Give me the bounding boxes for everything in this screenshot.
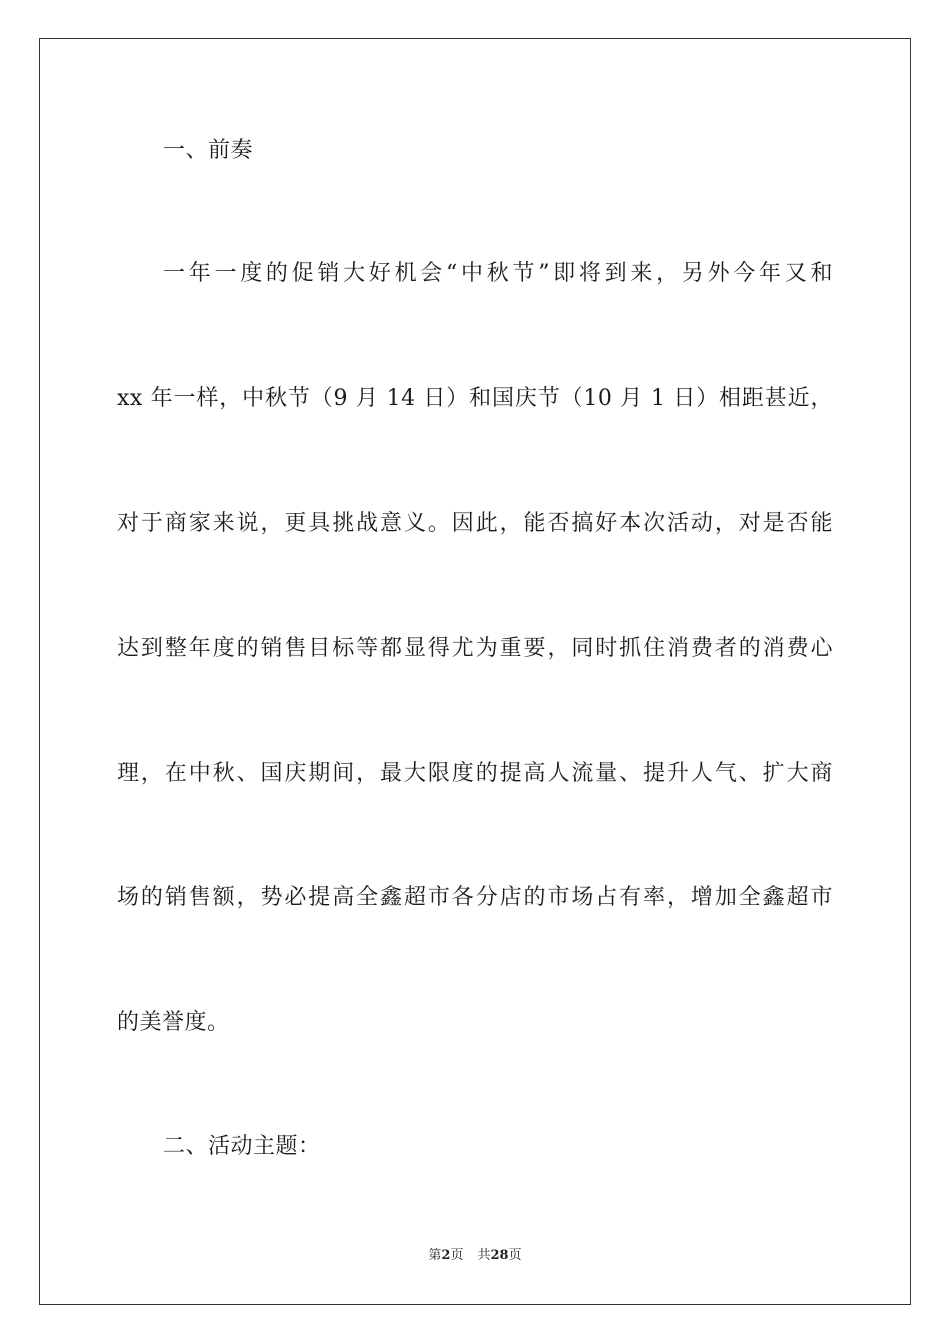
footer-page-suffix: 页 (450, 1248, 464, 1263)
footer-total-pages: 28 (490, 1248, 509, 1263)
paragraph-line: 场的销售额，势必提高全鑫超市各分店的市场占有率，增加全鑫超市 (117, 885, 833, 910)
paragraph-line: 的美誉度。 (117, 1010, 230, 1035)
footer-page-prefix: 第 (428, 1248, 442, 1263)
paragraph-line: 理，在中秋、国庆期间，最大限度的提高人流量、提升人气、扩大商 (117, 761, 833, 786)
section-heading-theme: 二、活动主题： (163, 1134, 321, 1159)
footer-total-suffix: 页 (508, 1248, 522, 1263)
paragraph-line: 一年一度的促销大好机会“中秋节”即将到来，另外今年又和 (163, 261, 833, 286)
paragraph-line: 对于商家来说，更具挑战意义。因此，能否搞好本次活动，对是否能 (117, 511, 833, 536)
page-footer (0, 1247, 950, 1265)
paragraph-line: 达到整年度的销售目标等都显得尤为重要，同时抓住消费者的消费心 (117, 636, 833, 661)
footer-page-number: 2 (441, 1248, 451, 1263)
paragraph-line: xx 年一样，中秋节（9 月 14 日）和国庆节（10 月 1 日）相距甚近， (117, 386, 833, 411)
page-frame (39, 38, 911, 1305)
footer-total-prefix: 共 (477, 1248, 491, 1263)
section-heading-prelude: 一、前奏 (163, 138, 254, 163)
